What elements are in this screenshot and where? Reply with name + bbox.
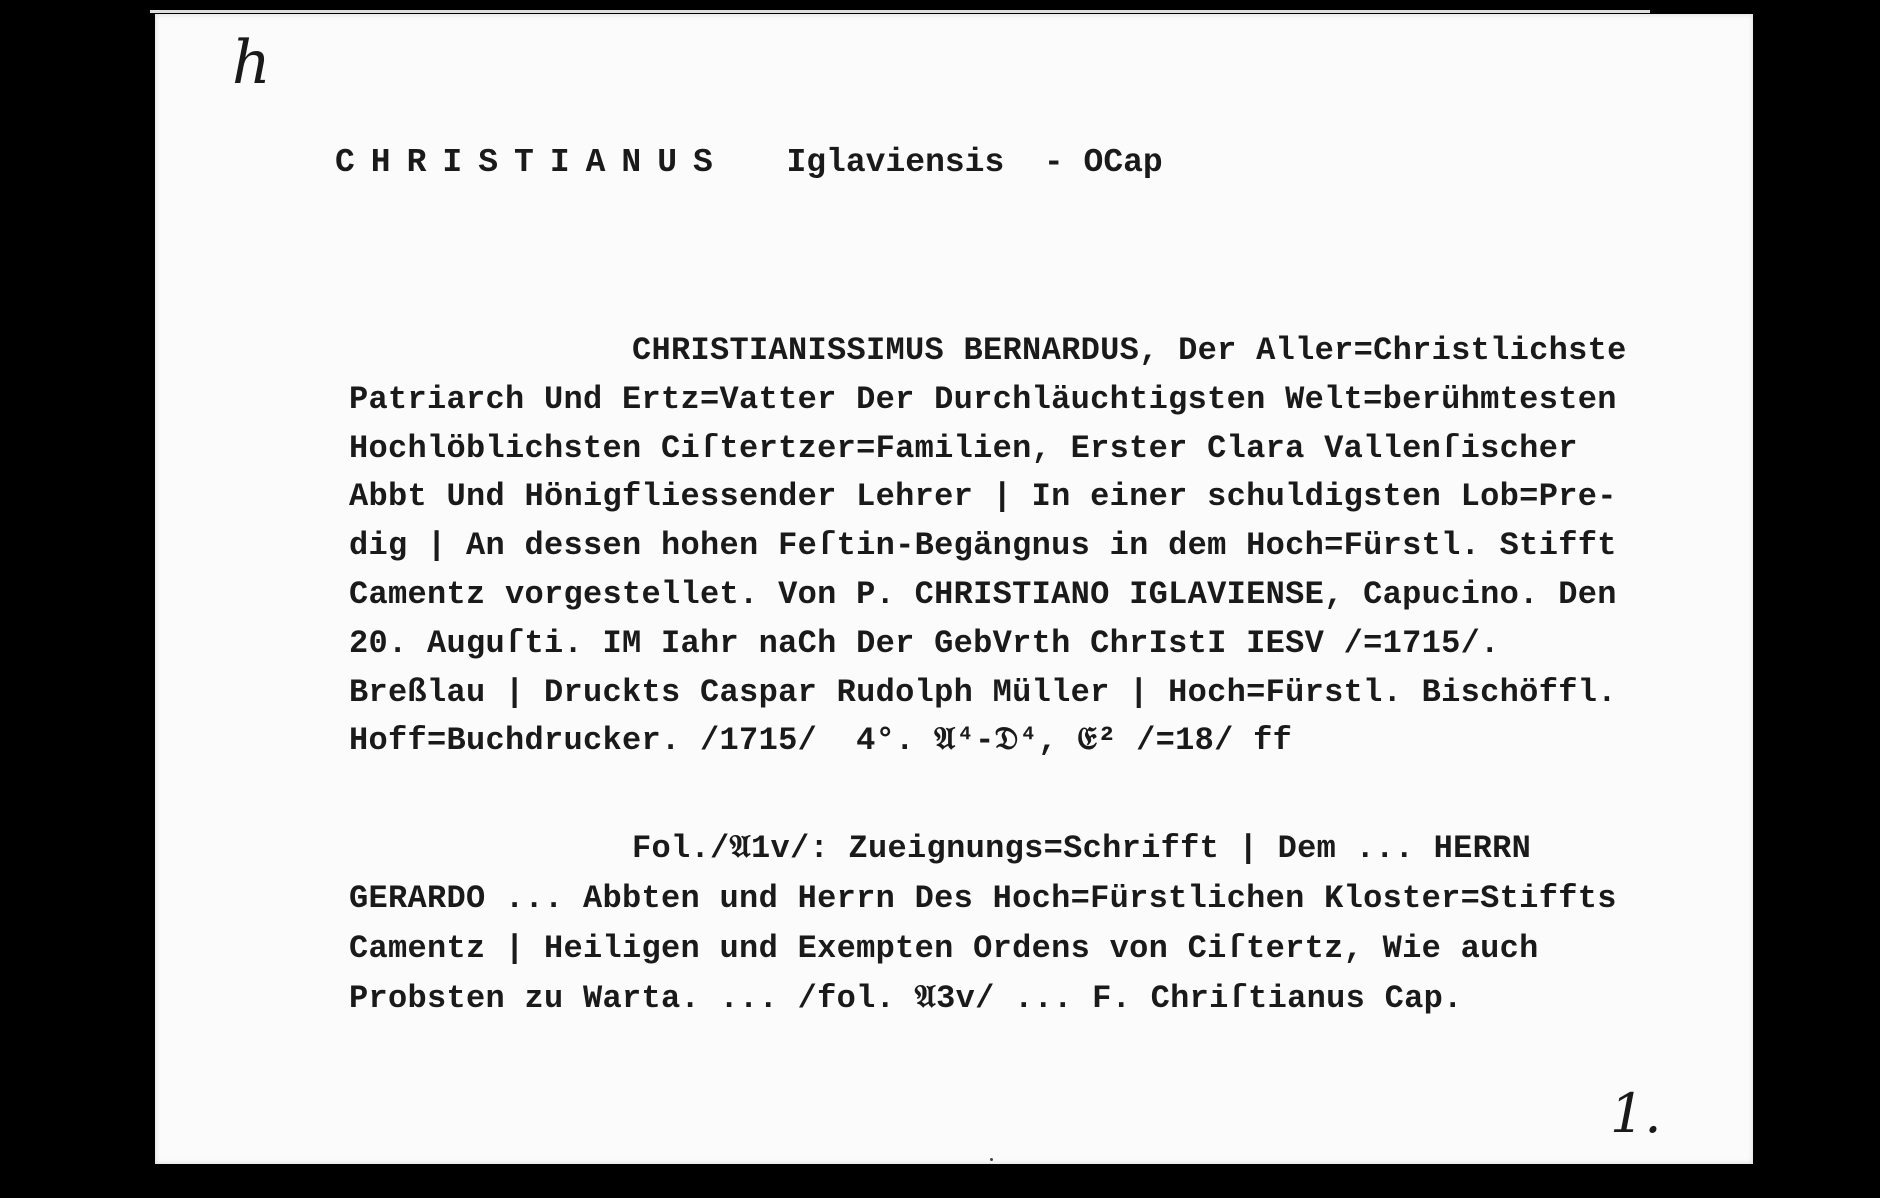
author-name: CHRISTIANUS <box>335 144 729 181</box>
title-line: 20. Auguſti. IM Iahr naCh Der GebVrth ChrIstI IESV /=1715/. <box>349 625 1500 662</box>
title-line: Hochlöblichsten Ciſtertzer=Familien, Erster Clara Vallenſischer <box>349 430 1578 467</box>
handwritten-page-number: 1. <box>1610 1082 1662 1145</box>
note-line: Probsten zu Warta. ... /fol. 𝔄3v/ ... F. Chriſtianus Cap. <box>349 980 1463 1017</box>
title-line: Breßlau | Druckts Caspar Rudolph Müller | Hoch=Fürstl. Bischöffl. <box>349 674 1617 711</box>
title-line: Abbt Und Hönigfliessender Lehrer | In einer schuldigsten Lob=Pre- <box>349 478 1617 515</box>
title-line: Patriarch Und Ertz=Vatter Der Durchläuchtigsten Welt=berühmtesten <box>349 381 1617 418</box>
note-line: Camentz | Heiligen und Exempten Ordens von Ciſtertz, Wie auch <box>349 930 1539 967</box>
note-line: Fol./𝔄1v/: Zueignungs=Schrifft | Dem ... HERRN <box>632 830 1532 867</box>
title-line: Hoff=Buchdrucker. /1715/ 4°. 𝔄⁴-𝔇⁴, 𝔈² /=18/ ff <box>349 722 1293 759</box>
title-line: Camentz vorgestellet. Von P. CHRISTIANO IGLAVIENSE, Capucino. Den <box>349 576 1617 613</box>
card-edge <box>150 10 1650 13</box>
author-order: - OCap <box>1043 144 1163 181</box>
handwritten-corner-mark: h <box>232 28 271 98</box>
title-line: CHRISTIANISSIMUS BERNARDUS, Der Aller=Christlichste <box>632 332 1627 369</box>
author-place: Iglaviensis <box>786 144 1005 181</box>
title-line: dig | An dessen hohen Feſtin-Begängnus in dem Hoch=Fürstl. Stifft <box>349 527 1617 564</box>
note-line: GERARDO ... Abbten und Herrn Des Hoch=Fürstlichen Kloster=Stiffts <box>349 880 1617 917</box>
card-header <box>335 144 1163 181</box>
stray-mark <box>990 1158 993 1161</box>
